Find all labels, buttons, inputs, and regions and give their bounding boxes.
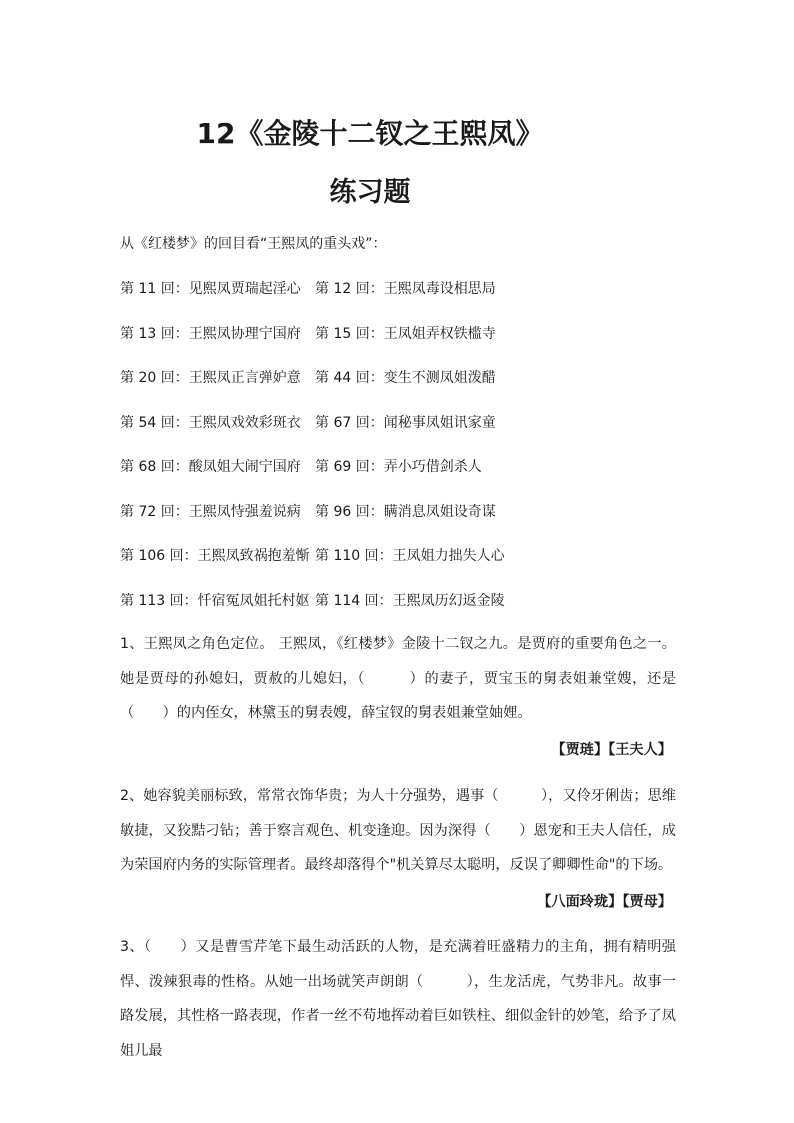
chapter-entry: 第 106 回：王熙凤致祸抱羞惭 [120, 548, 310, 564]
document-subtitle: 练习题 [329, 177, 411, 208]
chapter-entry: 第 68 回：酸凤姐大闹宁国府 [120, 459, 301, 475]
chapter-entry: 第 44 回：变生不测凤姐泼醋 [315, 370, 496, 386]
chapter-entry: 第 13 回：王熙凤协理宁国府 [120, 325, 301, 342]
question-2: 2、她容貌美丽标致，常常衣饰华贵；为人十分强势，遇事（ ），又伶牙俐齿；思维敏捷，又狡黠刁钻；善于察言观色、机变逢迎。因为深得（ ）恩宠和王夫人信任，成为荣国府内务的实际管理者。最终却落得个"机关算尽太聪明，反误了卿卿性命"的下场。 [120, 788, 676, 873]
chapter-entry: 第 113 回：忏宿冤凤姐托村妪 [120, 592, 310, 609]
document-title: 12《金陵十二钗之王熙凤》 [196, 117, 544, 150]
chapter-entry: 第 54 回：王熙凤戏效彩斑衣 [120, 414, 301, 431]
chapter-entry: 第 15 回：王凤姐弄权铁槛寺 [315, 325, 496, 342]
chapter-entry: 第 20 回：王熙凤正言弹妒意 [120, 370, 301, 386]
chapter-entry: 第 11 回：见熙凤贾瑞起淫心 [120, 281, 301, 297]
question-3: 3、（ ）又是曹雪芹笔下最生动活跃的人物，是充满着旺盛精力的主角，拥有精明强悍、泼辣狠毒的性格。从她一出场就笑声朗朗（ ），生龙活虎，气势非凡。故事一路发展，其性格一路表现，作者一丝不苟地挥动着巨如铁柱、细似金针的妙笔，给予了凤姐儿最 [120, 939, 676, 1059]
chapter-entry: 第 72 回：王熙凤恃强羞说病 [120, 503, 301, 520]
chapter-entry: 第 67 回：闻秘事凤姐讯家童 [315, 414, 496, 431]
answer-1: 【贾琏】【王夫人】 [551, 742, 672, 758]
chapter-row [120, 545, 680, 590]
answer-2: 【八面玲珑】【贾母】 [537, 894, 672, 910]
chapter-list [120, 278, 680, 634]
chapter-entry: 第 69 回：弄小巧借剑杀人 [315, 459, 482, 475]
chapter-entry: 第 110 回：王凤姐力拙失人心 [315, 548, 505, 564]
chapter-row [120, 278, 680, 323]
intro-text: 从《红楼梦》的回目看“王熙凤的重头戏”： [120, 236, 387, 252]
chapter-entry: 第 114 回：王熙凤历幻返金陵 [315, 592, 505, 609]
chapter-row [120, 501, 680, 546]
chapter-entry: 第 12 回：王熙凤毒设相思局 [315, 281, 496, 297]
chapter-row [120, 323, 680, 368]
chapter-entry: 第 96 回：瞒消息凤姐设奇谋 [315, 503, 496, 520]
chapter-row [120, 456, 680, 501]
chapter-row [120, 367, 680, 412]
question-1: 1、王熙凤之角色定位。 王熙凤，《红楼梦》金陵十二钗之九。是贾府的重要角色之一。她是贾母的孙媳妇，贾赦的儿媳妇，（ ）的妻子，贾宝玉的舅表姐兼堂嫂，还是（ ）的内侄女，林黛玉的舅表嫂，薛宝钗的舅表姐兼堂妯娌。 [120, 636, 676, 721]
chapter-row [120, 412, 680, 457]
